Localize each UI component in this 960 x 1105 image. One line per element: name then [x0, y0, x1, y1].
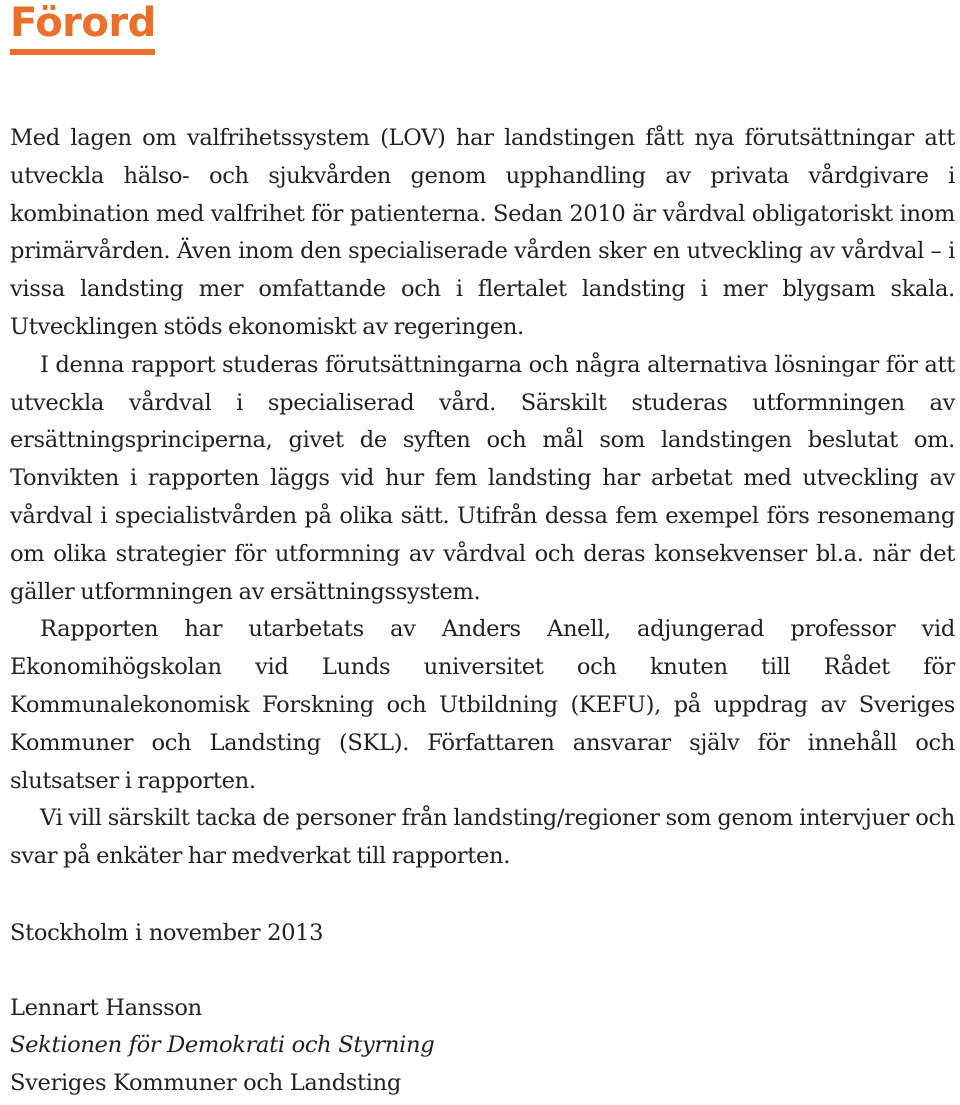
- signature-block: [10, 915, 434, 1102]
- signatory-name: Lennart Hansson: [10, 994, 202, 1021]
- paragraph-report-scope: I denna rapport studeras förutsättningarna och några alternativa lösningar för att utveckla vårdval i specialiserad vård. Särskilt studeras utformningen av ersättningsprinciperna, givet de syften och mål som landstingen beslutat om. Tonvikten i rapporten läggs vid hur fem landsting har arbetat med utveckling av vårdval i specialistvården på olika sätt. Utifrån dessa fem exempel förs resonemang om olika strategier för utformning av vårdval och deras konsekvenser bl.a. när det gäller utformningen av ersättningssystem.: [10, 351, 955, 605]
- heading-block: [10, 0, 156, 55]
- paragraph-intro: Med lagen om valfrihetssystem (LOV) har landstingen fått nya förutsättningar att utveckla hälso- och sjukvården genom upphandling av privata vårdgivare i kombination med valfrihet för patienterna. Sedan 2010 är vårdval obligatoriskt inom primärvården. Även inom den specialiserade vården sker en utveckling av vårdval – i vissa landsting mer omfattande och i flertalet landsting i mer blygsam skala. Utvecklingen stöds ekonomiskt av regeringen.: [10, 125, 955, 340]
- paragraph-thanks: Vi vill särskilt tacka de personer från landsting/regioner som genom intervjuer och svar på enkäter har medverkat till rapporten.: [10, 805, 955, 870]
- place-and-date: Stockholm i november 2013: [10, 920, 324, 946]
- title-underline: [10, 49, 155, 55]
- paragraph-author: Rapporten har utarbetats av Anders Anell, adjungerad professor vid Ekonomihögskolan vid Lunds universitet och knuten till Rådet för Kommunalekonomisk Forskning och Utbildning (KEFU), på uppdrag av Sveriges Kommuner och Landsting (SKL). Författaren ansvarar själv för innehåll och slutsatser i rapporten.: [10, 616, 955, 794]
- signatory-organization: Sveriges Kommuner och Landsting: [10, 1069, 401, 1096]
- foreword-body: [10, 120, 955, 876]
- page-title: Förord: [10, 0, 156, 46]
- signatory-department: Sektionen för Demokrati och Styrning: [10, 1032, 435, 1059]
